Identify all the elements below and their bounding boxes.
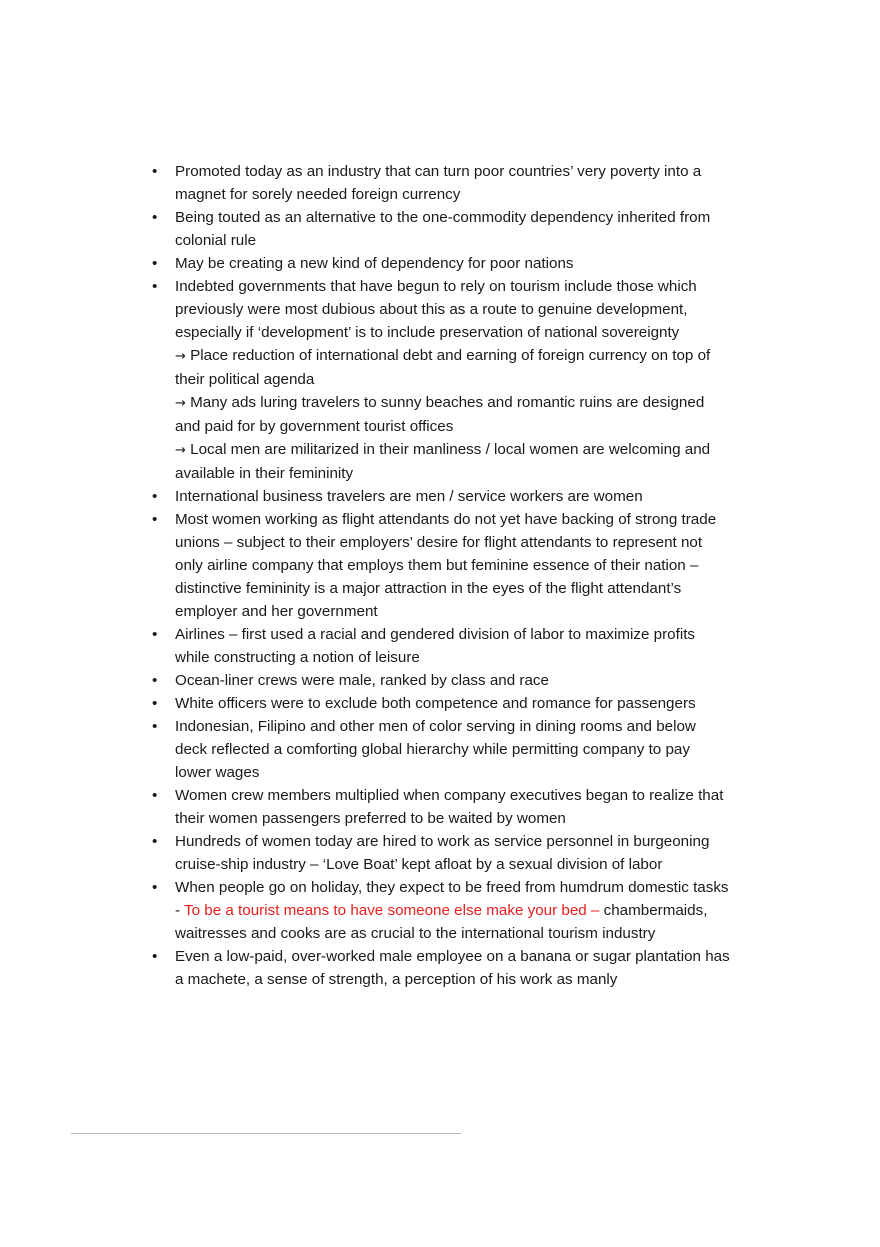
list-item-text: Ocean-liner crews were male, ranked by class and race: [175, 672, 549, 689]
list-item-text: Even a low-paid, over-worked male employee on a banana or sugar plantation has a machete, a sense of strength, a perception of his work as manly: [175, 948, 730, 988]
list-item-text: Indonesian, Filipino and other men of color serving in dining rooms and below deck reflected a comforting global hierarchy while permitting company to pay lower wages: [175, 718, 696, 781]
bullet-dot-icon: •: [152, 787, 158, 804]
list-item-text: chambermaids, waitresses and cooks are as crucial to the international tourism industry: [175, 902, 708, 942]
list-item-text: Hundreds of women today are hired to work as service personnel in burgeoning cruise-ship industry – ‘Love Boat’ kept afloat by a sexual division of labor: [175, 833, 710, 873]
list-item-text: Airlines – first used a racial and gendered division of labor to maximize profits while constructing a notion of leisure: [175, 626, 696, 666]
sub-item-text: Place reduction of international debt and earning of foreign currency on top of their political agenda: [175, 347, 711, 388]
arrow-right-icon: →: [175, 349, 186, 364]
list-item: [150, 784, 730, 830]
list-item: [150, 945, 730, 991]
list-item: [150, 275, 730, 485]
list-item: [150, 715, 730, 784]
sub-item: [175, 344, 730, 391]
list-item-text: White officers were to exclude both competence and romance for passengers: [175, 695, 696, 712]
arrow-right-icon: →: [175, 396, 186, 411]
bullet-dot-icon: •: [152, 163, 158, 180]
bullet-dot-icon: •: [152, 833, 158, 850]
bullet-dot-icon: •: [152, 511, 158, 528]
list-item-text: Women crew members multiplied when company executives began to realize that their women passengers preferred to be waited by women: [175, 787, 724, 827]
list-item: [150, 160, 730, 206]
bullet-dot-icon: •: [152, 488, 158, 505]
list-item-text: When people go on holiday, they expect to be freed from humdrum domestic tasks -: [175, 879, 729, 919]
bullet-dot-icon: •: [152, 255, 158, 272]
bullet-dot-icon: •: [152, 948, 158, 965]
list-item: [150, 252, 730, 275]
bullet-dot-icon: •: [152, 718, 158, 735]
list-item-text: Indebted governments that have begun to rely on tourism include those which previously were most dubious about this as a route to genuine development, especially if ‘development’ is to include preservation of national sovereignty: [175, 278, 697, 341]
list-item: [150, 692, 730, 715]
list-item: [150, 206, 730, 252]
list-item: [150, 669, 730, 692]
list-item: [150, 508, 730, 623]
sub-item-text: Local men are militarized in their manliness / local women are welcoming and available in their femininity: [175, 441, 711, 482]
list-item-text: International business travelers are men / service workers are women: [175, 488, 643, 505]
list-item: [150, 623, 730, 669]
sub-item: [175, 391, 730, 438]
bullet-dot-icon: •: [152, 278, 158, 295]
list-item: [150, 830, 730, 876]
bullet-dot-icon: •: [152, 209, 158, 226]
bullet-dot-icon: •: [152, 695, 158, 712]
bullet-dot-icon: •: [152, 626, 158, 643]
footnote-separator: [71, 1133, 461, 1134]
list-item-text: Most women working as flight attendants do not yet have backing of strong trade unions – subject to their employers’ desire for flight attendants to represent not only airline company that employs them but feminine essence of their nation – distinctive femininity is a major attraction in the eyes of the flight attendant’s employer and her government: [175, 511, 717, 620]
arrow-right-icon: →: [175, 443, 186, 458]
list-item: [150, 485, 730, 508]
sub-item: [175, 438, 730, 485]
list-item-text: Promoted today as an industry that can turn poor countries’ very poverty into a magnet for sorely needed foreign currency: [175, 163, 702, 203]
bullet-list: [150, 160, 730, 991]
bullet-dot-icon: •: [152, 672, 158, 689]
list-item-text: Being touted as an alternative to the one-commodity dependency inherited from colonial rule: [175, 209, 711, 249]
highlighted-text: To be a tourist means to have someone else make your bed –: [184, 902, 600, 919]
sub-item-text: Many ads luring travelers to sunny beaches and romantic ruins are designed and paid for by government tourist offices: [175, 394, 705, 435]
list-item-text: May be creating a new kind of dependency for poor nations: [175, 255, 574, 272]
list-item: [150, 876, 730, 945]
bullet-dot-icon: •: [152, 879, 158, 896]
